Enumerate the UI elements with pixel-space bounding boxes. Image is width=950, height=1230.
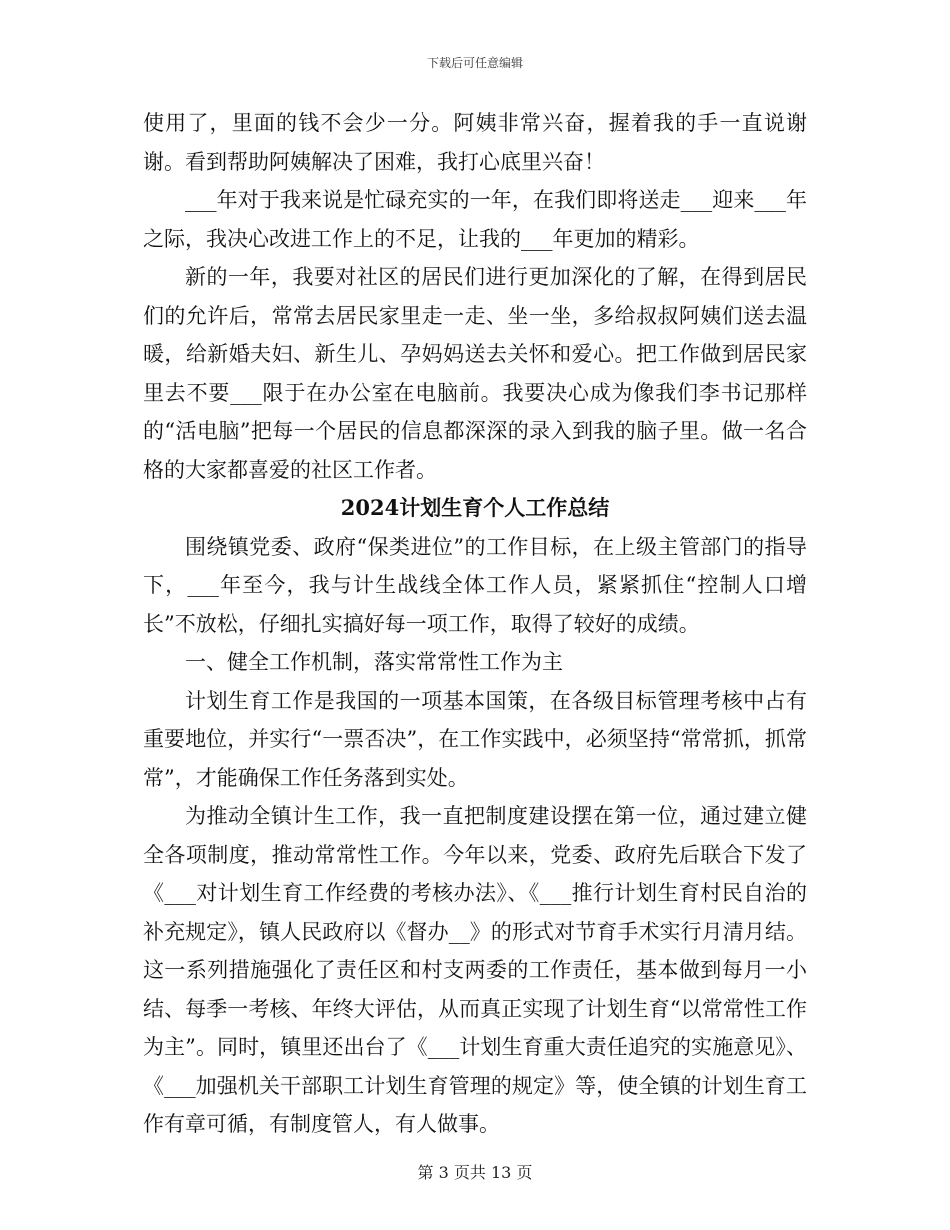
page-footer: 第 3 页共 13 页 (417, 1163, 533, 1182)
paragraph: 新的一年，我要对社区的居民们进行更加深化的了解，在得到居民们的允许后，常常去居民家里走一走、坐一坐，多给叔叔阿姨们送去温暖，给新婚夫妇、新生儿、孕妈妈送去关怀和爱心。把工作做到居民家里去不要___限于在办公室在电脑前。我要决心成为像我们李书记那样的“活电脑”把每一个居民的信息都深深的录入到我的脑子里。做一名合格的大家都喜爱的社区工作者。 (143, 265, 807, 482)
document-body (143, 104, 807, 1144)
subsection-heading: 一、健全工作机制，落实常常性工作为主 (185, 650, 563, 674)
page-header: 下载后可任意编辑 (426, 56, 523, 70)
paragraph: 围绕镇党委、政府“保类进位”的工作目标，在上级主管部门的指导下，___年至今，我与计生战线全体工作人员，紧紧抓住“控制人口增长”不放松，仔细扎实搞好每一项工作，取得了较好的成绩。 (143, 534, 807, 636)
section-title: 2024计划生育个人工作总结 (340, 495, 610, 520)
paragraph-continued: 使用了，里面的钱不会少一分。阿姨非常兴奋，握着我的手一直说谢谢。看到帮助阿姨解决了困难，我打心底里兴奋！ (143, 111, 807, 174)
paragraph: 为推动全镇计生工作，我一直把制度建设摆在第一位，通过建立健全各项制度，推动常常性工作。今年以来，党委、政府先后联合下发了《___对计划生育工作经费的考核办法》、《___推行计划生育村民自治的补充规定》，镇人民政府以《督办__》的形式对节育手术实行月清月结。这一系列措施强化了责任区和村支两委的工作责任，基本做到每月一小结、每季一考核、年终大评估，从而真正实现了计划生育“以常常性工作为主”。同时，镇里还出台了《___计划生育重大责任追究的实施意见》、《___加强机关干部职工计划生育管理的规定》等，使全镇的计划生育工作有章可循，有制度管人，有人做事。 (143, 804, 807, 1136)
paragraph: ___年对于我来说是忙碌充实的一年，在我们即将送走___迎来___年之际，我决心改进工作上的不足，让我的___年更加的精彩。 (143, 188, 807, 251)
paragraph: 计划生育工作是我国的一项基本国策，在各级目标管理考核中占有重要地位，并实行“一票否决”，在工作实践中，必须坚持“常常抓，抓常常”，才能确保工作任务落到实处。 (143, 688, 807, 790)
